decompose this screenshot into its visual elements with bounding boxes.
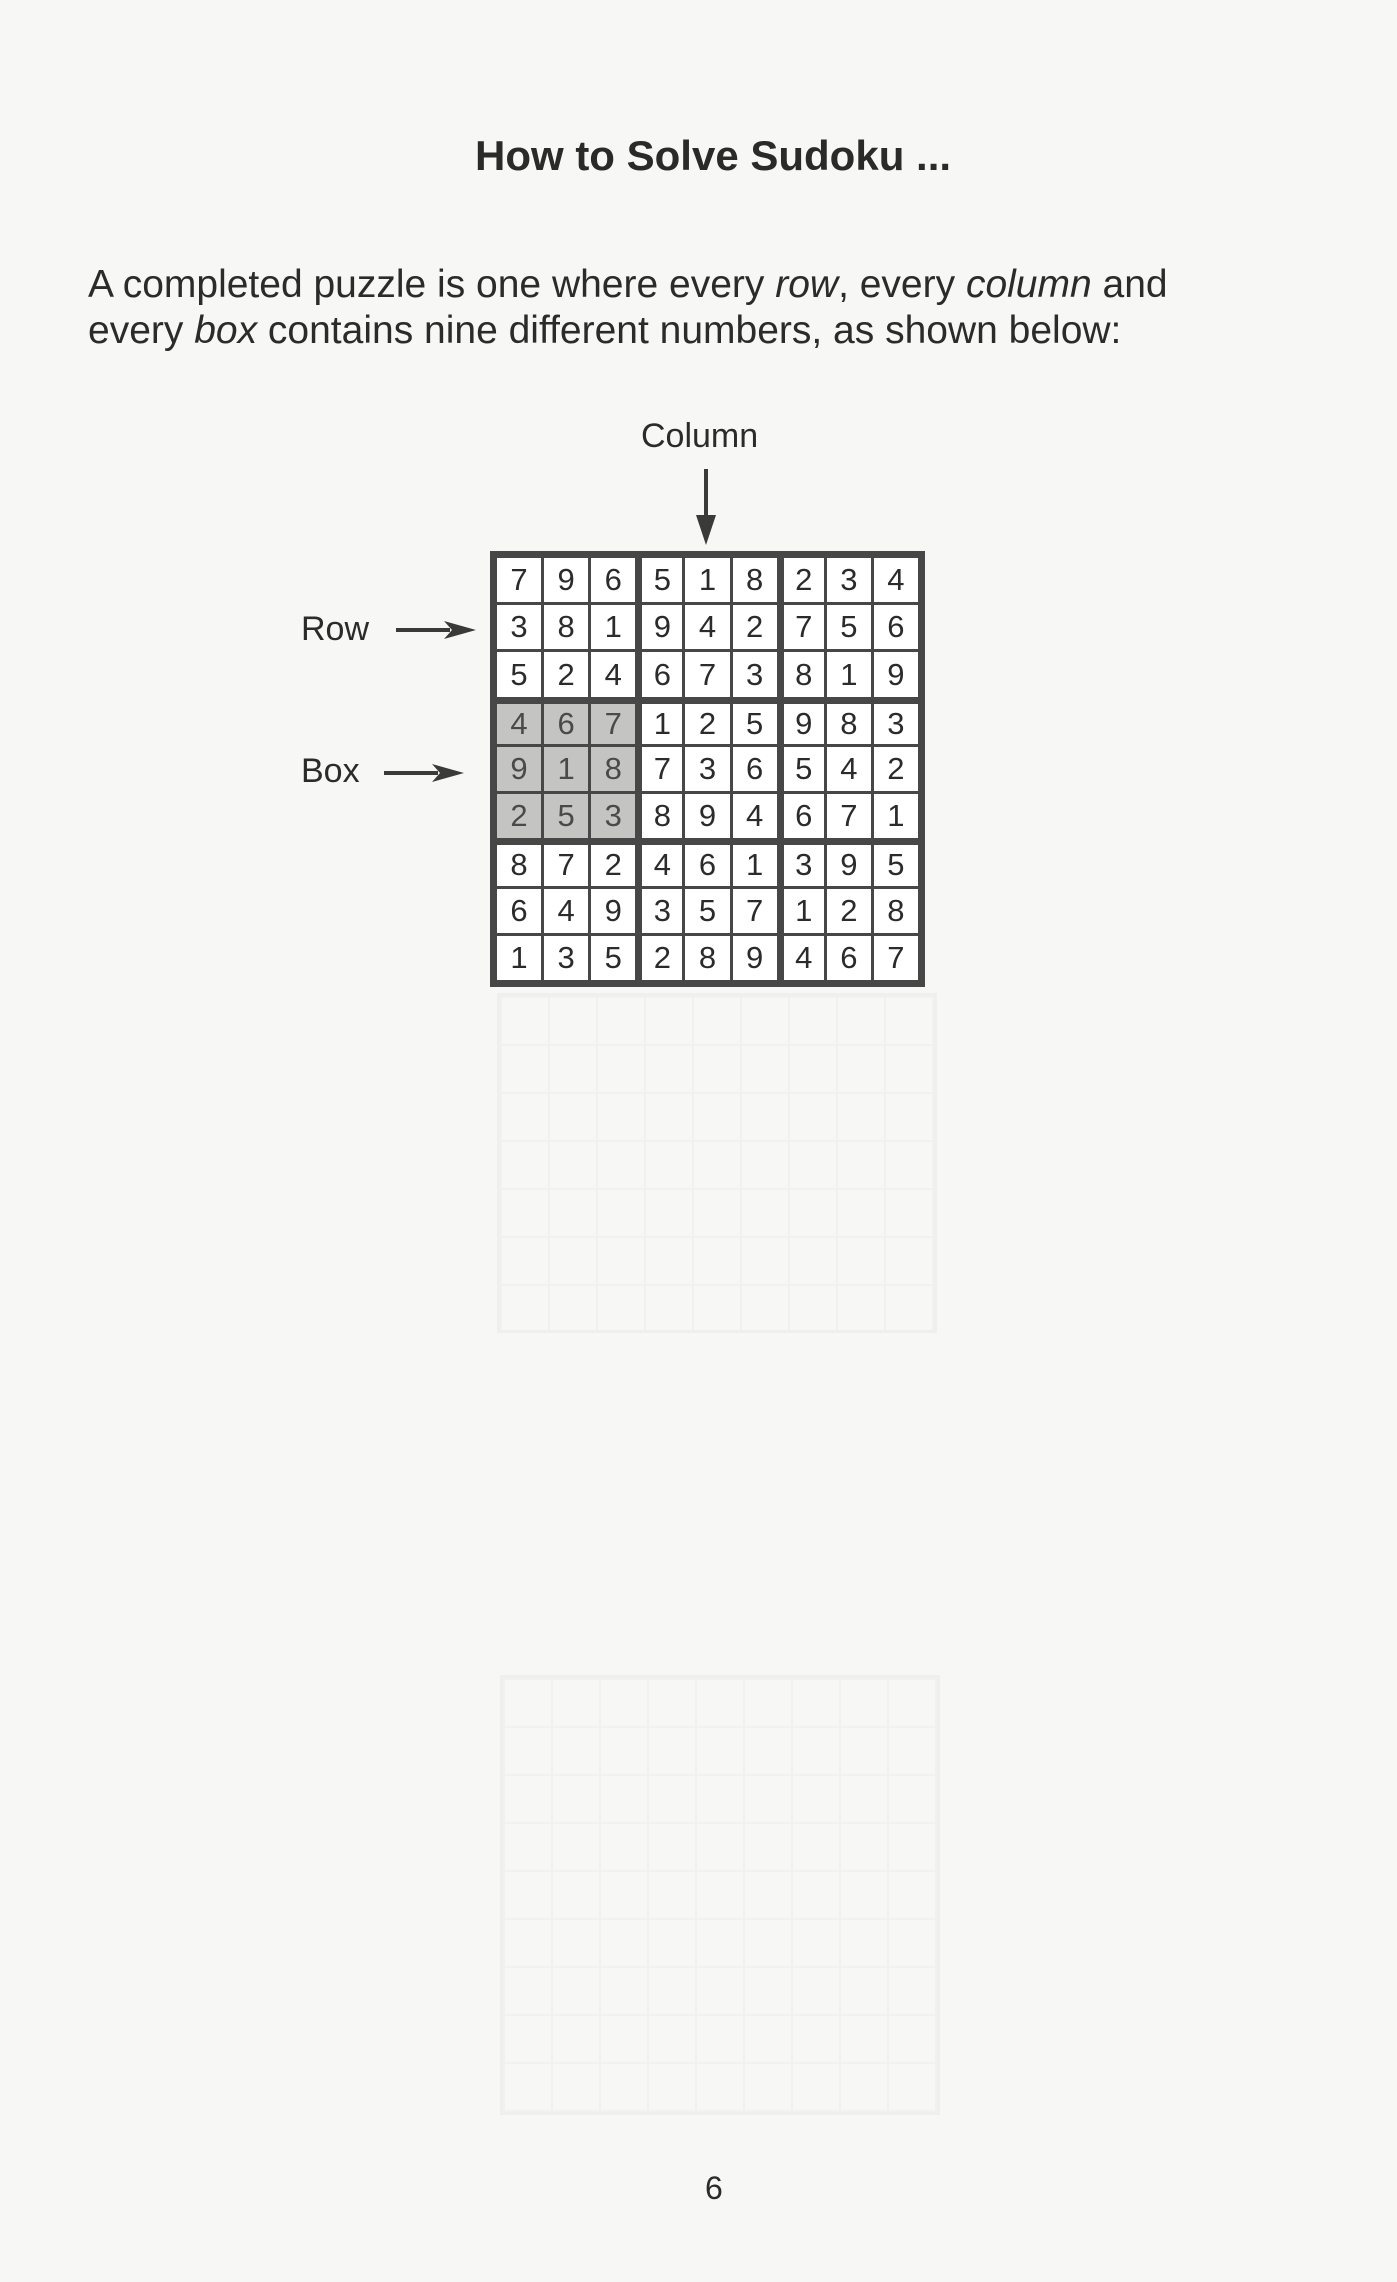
grid-cell: 1 — [544, 747, 588, 791]
grid-cell: 3 — [874, 704, 918, 744]
row-label: Row — [301, 610, 370, 648]
grid-cell: 9 — [827, 845, 871, 885]
grid-cell: 5 — [591, 936, 635, 980]
arrow-right-icon — [384, 762, 464, 784]
grid-cell: 4 — [733, 794, 777, 838]
grid-cell: 2 — [685, 704, 729, 744]
grid-cell: 6 — [497, 889, 541, 933]
grid-cell: 9 — [642, 605, 682, 649]
emphasis-row: row — [775, 263, 839, 306]
grid-cell: 6 — [827, 936, 871, 980]
grid-cell: 3 — [642, 889, 682, 933]
grid-cell: 4 — [544, 889, 588, 933]
grid-cell: 1 — [642, 704, 682, 744]
show-through-grid — [497, 993, 937, 1333]
grid-cell: 5 — [784, 747, 824, 791]
grid-cell: 1 — [685, 558, 729, 602]
grid-cell: 8 — [827, 704, 871, 744]
grid-cell: 6 — [733, 747, 777, 791]
grid-cell: 6 — [544, 704, 588, 744]
grid-cell: 4 — [497, 704, 541, 744]
grid-cell: 5 — [497, 652, 541, 696]
grid-cell: 8 — [874, 889, 918, 933]
grid-cell: 9 — [874, 652, 918, 696]
grid-cell: 7 — [591, 704, 635, 744]
grid-cell: 3 — [591, 794, 635, 838]
emphasis-box: box — [194, 309, 258, 352]
grid-cell: 4 — [827, 747, 871, 791]
grid-cell: 5 — [874, 845, 918, 885]
grid-cell: 6 — [784, 794, 824, 838]
grid-cell: 1 — [827, 652, 871, 696]
grid-cell: 2 — [591, 845, 635, 885]
grid-cell: 8 — [685, 936, 729, 980]
grid-cell: 7 — [874, 936, 918, 980]
intro-text: A completed puzzle is one where every — [88, 263, 776, 306]
page-title: How to Solve Sudoku ... — [475, 132, 952, 179]
grid-cell: 1 — [784, 889, 824, 933]
grid-cell: 7 — [784, 605, 824, 649]
grid-cell: 5 — [544, 794, 588, 838]
grid-cell: 6 — [685, 845, 729, 885]
grid-cell: 2 — [544, 652, 588, 696]
grid-cell: 5 — [733, 704, 777, 744]
grid-cell: 1 — [591, 605, 635, 649]
grid-cell: 7 — [733, 889, 777, 933]
intro-text: contains nine different numbers, as shown below: — [257, 309, 1122, 352]
grid-cell: 4 — [685, 605, 729, 649]
grid-cell: 9 — [733, 936, 777, 980]
grid-cell: 4 — [784, 936, 824, 980]
emphasis-column: column — [965, 263, 1092, 306]
grid-cell: 8 — [642, 794, 682, 838]
intro-text: , every — [838, 263, 966, 306]
intro-paragraph — [88, 262, 1348, 354]
grid-cell: 1 — [497, 936, 541, 980]
grid-cell: 4 — [591, 652, 635, 696]
grid-cell: 9 — [685, 794, 729, 838]
grid-cell: 9 — [784, 704, 824, 744]
grid-cell: 8 — [544, 605, 588, 649]
box-label: Box — [301, 752, 360, 790]
grid-cell: 7 — [827, 794, 871, 838]
grid-cell: 2 — [497, 794, 541, 838]
grid-cell: 6 — [874, 605, 918, 649]
arrow-down-icon — [695, 469, 717, 545]
grid-cell: 2 — [733, 605, 777, 649]
grid-cell: 3 — [544, 936, 588, 980]
grid-cell: 4 — [874, 558, 918, 602]
grid-cell: 5 — [642, 558, 682, 602]
grid-cell: 5 — [685, 889, 729, 933]
grid-cell: 2 — [874, 747, 918, 791]
grid-cell: 1 — [733, 845, 777, 885]
grid-cell: 7 — [685, 652, 729, 696]
grid-cell: 3 — [733, 652, 777, 696]
grid-cell: 1 — [874, 794, 918, 838]
grid-cell: 9 — [544, 558, 588, 602]
grid-cell: 2 — [642, 936, 682, 980]
grid-cell: 7 — [497, 558, 541, 602]
grid-cell: 6 — [591, 558, 635, 602]
grid-cell: 8 — [591, 747, 635, 791]
column-label: Column — [641, 417, 759, 455]
grid-cell: 2 — [784, 558, 824, 602]
grid-cell: 3 — [685, 747, 729, 791]
arrow-right-icon — [396, 619, 476, 641]
grid-cell: 4 — [642, 845, 682, 885]
grid-cell: 9 — [497, 747, 541, 791]
grid-cell: 2 — [827, 889, 871, 933]
grid-cell: 7 — [544, 845, 588, 885]
grid-cell: 7 — [642, 747, 682, 791]
grid-cell: 3 — [784, 845, 824, 885]
grid-cell: 9 — [591, 889, 635, 933]
grid-cell: 6 — [642, 652, 682, 696]
intro-line-1 — [88, 262, 1348, 308]
grid-cell: 8 — [784, 652, 824, 696]
grid-cell: 5 — [827, 605, 871, 649]
grid-cell: 8 — [733, 558, 777, 602]
intro-text: and — [1091, 263, 1168, 306]
grid-cell: 3 — [497, 605, 541, 649]
intro-text: every — [88, 309, 195, 352]
grid-cell: 3 — [827, 558, 871, 602]
page-number: 6 — [705, 2170, 723, 2206]
show-through-grid — [500, 1675, 940, 2115]
grid-cell: 8 — [497, 845, 541, 885]
sudoku-grid — [490, 551, 925, 987]
intro-line-2 — [88, 308, 1348, 354]
